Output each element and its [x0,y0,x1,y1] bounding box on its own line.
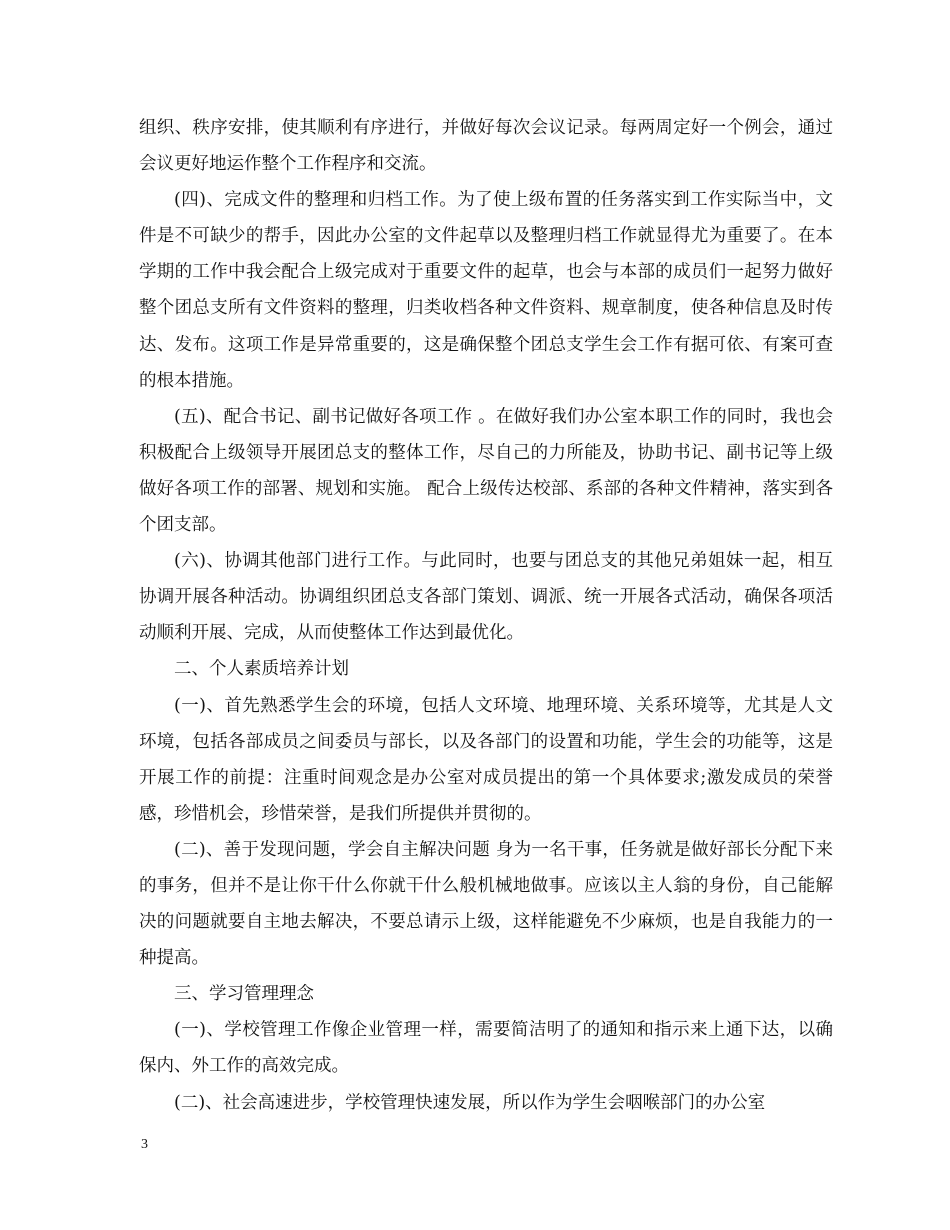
paragraph-social-progress: (二)、社会高速进步，学校管理快速发展，所以作为学生会咽喉部门的办公室 [174,1092,766,1113]
paragraph-document-filing: (四)、完成文件的整理和归档工作。为了使上级布置的任务落实到工作实际当中，文件是不可缺少的帮手，因此办公室的文件起草以及整理归档工作就显得尤为重要了。在本学期的工作中我会配合上级完成对于重要文件的起草，也会与本部的成员们一起努力做好整个团总支所有文件资料的整理，归类收档各种文件资料、规章制度，使各种信息及时传达、发布。这项工作是异常重要的，这是确保整个团总支学生会工作有据可依、有案可查的根本措施。 [139,190,833,391]
body-text [139,110,833,1121]
section-heading-personal-quality: 二、个人素质培养计划 [174,659,349,680]
paragraph-coordinate-departments: (六)、协调其他部门进行工作。与此同时，也要与团总支的其他兄弟姐妹一起，相互协调开展各种活动。协调组织团总支各部门策划、调派、统一开展各式活动，确保各项活动顺利开展、完成，从而使整体工作达到最优化。 [139,551,833,644]
paragraph-solve-problems: (二)、善于发现问题，学会自主解决问题 身为一名干事，任务就是做好部长分配下来的事务，但并不是让你干什么你就干什么般机械地做事。应该以主人翁的身份，自己能解决的问题就要自主地去解决，不要总请示上级，这样能避免不少麻烦，也是自我能力的一种提高。 [139,839,833,969]
paragraph-meeting-records: 组织、秩序安排，使其顺利有序进行，并做好每次会议记录。每两周定好一个例会，通过会议更好地运作整个工作程序和交流。 [139,118,833,175]
paragraph-school-management: (一)、学校管理工作像企业管理一样，需要简洁明了的通知和指示来上通下达，以确保内、外工作的高效完成。 [139,1020,833,1077]
page-number: 3 [141,1137,148,1152]
paragraph-familiarize-environment: (一)、首先熟悉学生会的环境，包括人文环境、地理环境、关系环境等，尤其是人文环境，包括各部成员之间委员与部长，以及各部门的设置和功能，学生会的功能等，这是开展工作的前提：注重时间观念是办公室对成员提出的第一个具体要求;激发成员的荣誉感，珍惜机会，珍惜荣誉，是我们所提供并贯彻的。 [139,695,833,824]
paragraph-assist-secretary: (五)、配合书记、副书记做好各项工作 。在做好我们办公室本职工作的同时，我也会积极配合上级领导开展团总支的整体工作，尽自己的力所能及，协助书记、副书记等上级做好各项工作的部署、规划和实施。 配合上级传达校部、系部的各种文件精神，落实到各个团支部。 [139,406,833,536]
section-heading-management-concepts: 三、学习管理理念 [174,984,314,1005]
